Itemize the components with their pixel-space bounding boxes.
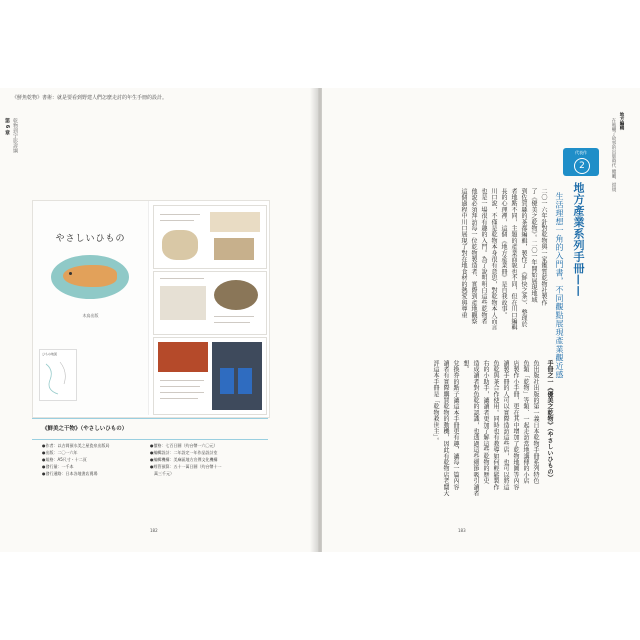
body-column: 長的心理裡，這個《地方產業冊》是自我故事。	[500, 188, 507, 319]
body-column: 讀製手冊的人可以實際造訪這些店，也可以將這	[502, 360, 509, 491]
sample-spread-3	[153, 337, 267, 415]
page-number-left: 182	[150, 528, 158, 533]
info-item: 萬三千元）	[150, 471, 174, 476]
book-cover	[33, 201, 149, 415]
book-photo-frame	[32, 200, 270, 418]
body-column: 魚出版社出版的第一義日本乾物手冊系列特色	[532, 360, 539, 484]
fish-illustration	[63, 265, 117, 287]
book-spread	[0, 88, 640, 552]
section-subtitle: 生活理想一角的入門書，不同觀點展現產業觀近感	[555, 192, 564, 379]
body-column: 想。	[462, 360, 469, 373]
body-column: 造成讀者對魚乾的認識，也透過這些細節吸引讀者	[472, 360, 479, 497]
badge-label: 代表作	[575, 150, 587, 155]
badge-number: 2	[574, 158, 590, 174]
info-item: ●編輯設計：二年設定一年作品設計室	[150, 450, 218, 455]
body-column: 店製作小手冊，更在其中增加了乾物地圖等內容	[512, 360, 519, 491]
info-item: ●發行通路：日本各地書店賣場	[42, 471, 98, 476]
info-list-left	[42, 442, 110, 477]
body-column: 者地點不同，主題的產業面貌也不同，但在川口編輯	[510, 188, 517, 331]
sample-spread-1	[153, 205, 267, 269]
info-item: ●經管預算：五十一萬日圓（約台幣十一	[150, 464, 222, 469]
map-sketch	[40, 350, 76, 400]
body-column: 兌換券的點子讓這本手冊更有趣，讓每一篇內容	[452, 360, 459, 491]
body-column: 魚乾與茶合作使用。同時也有教導如何輕鬆製作	[492, 360, 499, 491]
info-item: ●價格：七百日圓（約台幣一六〇元）	[150, 443, 218, 448]
body-column: 了《優美之乾物》。二〇一年開始展現地域	[530, 188, 537, 303]
left-page	[0, 88, 318, 552]
body-column: 右的小助手，讓讀者更加了解這些乾物的歷史	[482, 360, 489, 484]
subsection-head: 手冊之一《優美之乾物》（やさしいひもの）	[546, 360, 553, 481]
chapter-subtitle: 乾物到宇影壽綱	[12, 118, 18, 153]
fish-eye-icon	[69, 272, 72, 275]
body-column: 二〇一六年針對乾物與一家鑑質乾物社製作	[540, 188, 547, 306]
inner-map-title: ひもの地図	[42, 352, 58, 356]
right-page	[322, 88, 640, 552]
info-item: ●規格：A5尺寸・十二頁	[42, 457, 87, 462]
body-column: 也是一場很有趣的入門。為了說明明白這些乾物者	[480, 188, 487, 325]
section-title: 地方產業系列手冊——	[572, 182, 585, 297]
page-number-right: 183	[458, 528, 466, 533]
body-column: 評這本手冊是「乾物救世主」。	[432, 360, 439, 444]
body-column: 魚類「乾物」等類、一起走訪當地講傳的小店	[522, 360, 529, 484]
info-item: ●作者：以吉岡預水美之屋瓷泉出版局	[42, 443, 110, 448]
sample-spread-2	[153, 271, 267, 335]
left-running-header: 《鮮魚乾物》書術：就是要看到野建人們怎麼走討的年生手冊的設計。	[12, 95, 168, 101]
figure-caption: 《鮮美之干物》（やさしいひもの）	[42, 426, 128, 432]
info-list-right	[150, 442, 222, 477]
body-column: 到佐賀縣的茶都編輯，製作了《鮮快之茶》、整理於	[520, 188, 527, 328]
right-running-head-sub: 在地喇了故事的出版時代 總屬、紺規	[611, 118, 616, 192]
info-item: ●發行量：一千本	[42, 464, 74, 469]
cover-title: やさしいひもの	[55, 234, 126, 244]
cover-publisher: 木鳥出版	[82, 313, 99, 318]
info-item: ●出版：二〇一六年	[42, 450, 78, 455]
info-item: ●編輯機構：美麻區地方宣傳文化機構	[150, 457, 218, 462]
right-running-head: 地方編輯	[619, 112, 624, 130]
body-column: 他說必須拜訪每一位乾物製造者、實際到產地觀察	[470, 188, 477, 325]
chapter-label: 第 6 章	[4, 118, 10, 135]
body-column: 讀者有實際購買乾物的動機，因此有乾物店老闆大	[442, 360, 449, 497]
body-column: 這個過程中川口展現了對在地食材的熱愛與尊重	[460, 188, 467, 319]
inner-map-page	[39, 349, 77, 401]
body-column: 川口說，不僅是乾物本身很有意思，對乾物本人而言	[490, 188, 497, 331]
